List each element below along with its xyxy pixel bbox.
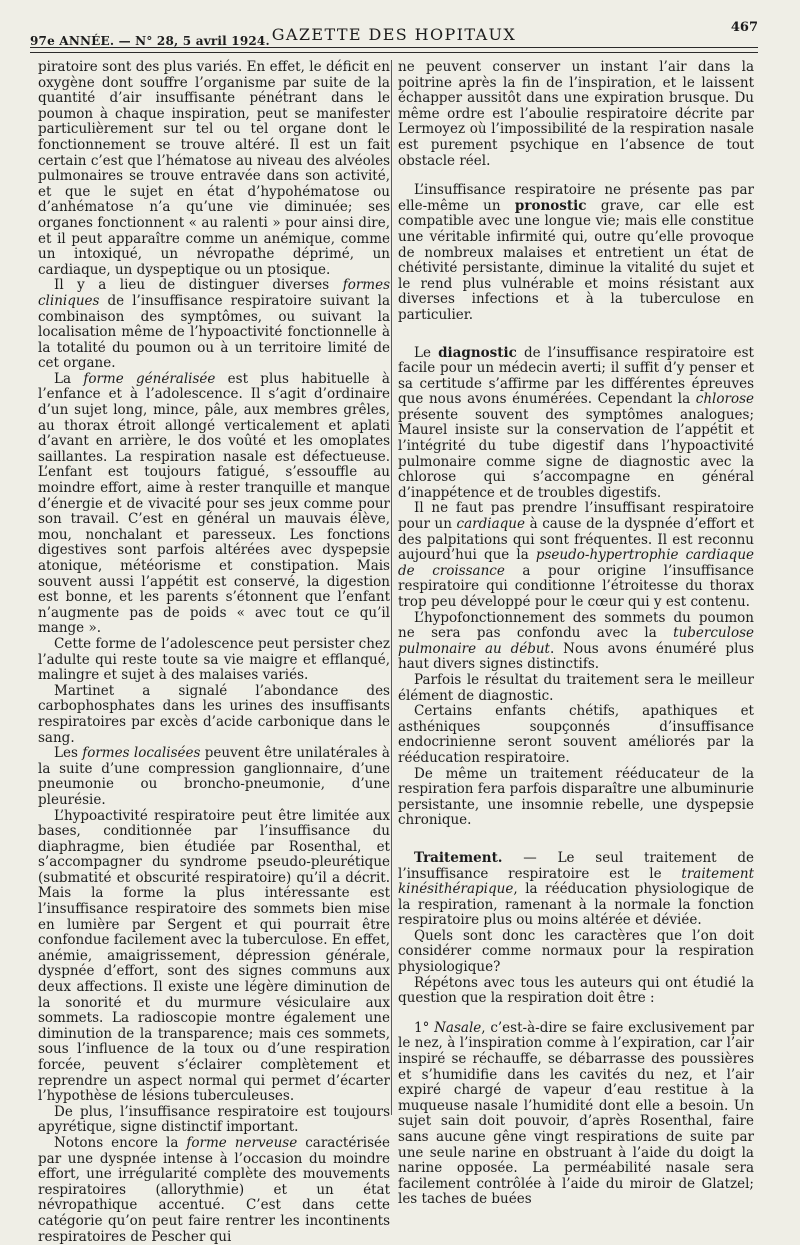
page-number: 467 (730, 20, 758, 35)
paragraph: L’hypoactivité respiratoire peut être limitée aux bases, conditionnée par l’insuffisance du diaphragme, bien étudiée par Rosenthal, et s’accompagner du syndrome pseudo-pleurétique (submatité et obscurité respiratoire) qu’il a décrit. Mais la forme la plus intéressante est l’insuffisance respiratoire des sommets bien mise en lumière par Sergent et qui pourrait être confondue facilement avec la tuberculose. En effet, anémie, amaigrissement, dépression générale, dyspnée d’effort, sont des signes communs aux deux affections. Il existe une légère diminution de la sonorité et du murmure vésiculaire aux sommets. La radioscopie montre également une diminution de la transparence; mais ces sommets, sous l’influence de la toux ou d’une respiration forcée, peuvent s’éclairer complètement et reprendre un aspect normal qui permet d’écarter l’hypothèse de lésions tuberculeuses. (38, 807, 390, 1105)
paragraph: 1° Nasale, c’est-à-dire se faire exclusivement par le nez, à l’inspiration comme à l’expiration, car l’air inspiré se réchauffe, se débarrasse des poussières et s’humidifie dans les cavités du nez, et l’air expiré chargé de vapeur d’eau restitue à la muqueuse nasale l’humidité dont elle a besoin. Un sujet sain doit pouvoir, d’après Rosenthal, faire sans aucune gêne vingt respirations de suite par une seule narine en obstruant à l’aide du doigt la narine opposée. La perméabilité nasale sera facilement contrôlée à l’aide du miroir de Glatzel; les taches de buées (398, 1019, 754, 1208)
issue-info: 97e ANNÉE. — N° 28, 5 avril 1924. (30, 34, 270, 48)
paragraph: Il ne faut pas prendre l’insuffisant respiratoire pour un cardiaque à cause de la dyspnée d’effort et des palpitations qui sont fréquentes. Il est reconnu aujourd’hui que la pseudo-hypertrophie cardiaque de croissance a pour origine l’insuffisance respiratoire qui conditionne l’étroitesse du thorax trop peu développé pour le cœur qui y est contenu. (398, 500, 755, 610)
left-column (38, 59, 391, 1245)
paragraph: Martinet a signalé l’abondance des carbophosphates dans les urines des insuffisants respiratoires par excès d’acide carbonique dans le sang. (38, 682, 390, 746)
paragraph: Parfois le résultat du traitement sera le meilleur élément de diagnostic. (398, 671, 754, 704)
journal-title: GAZETTE DES HOPITAUX (271, 25, 517, 44)
paragraph: Il y a lieu de distinguer diverses formes cliniques de l’insuffisance respiratoire suivant la combinaison des symptômes, ou suivant la localisation même de l’hypoactivité fonctionnelle à la totalité du poumon ou à un territoire limité de cet organe. (38, 277, 390, 372)
header-rule-thin (30, 52, 758, 53)
paragraph: La forme généralisée est plus habituelle à l’enfance et à l’adolescence. Il s’agit d’ordinaire d’un sujet long, mince, pâle, aux membres grêles, au thorax étroit allongé verticalement et aplati d’avant en arrière, le dos voûté et les omoplates saillantes. La respiration nasale est défectueuse. L’enfant est toujours fatigué, s’essouffle au moindre effort, aime à rester tranquille et manque d’énergie et de vivacité pour ses jeux comme pour son travail. C’est en général un mauvais élève, mou, nonchalant et paresseux. Les fonctions digestives sont parfois altérées avec dyspepsie atonique, météorisme et constipation. Mais souvent aussi l’appétit est conservé, la digestion est bonne, et les parents s’étonnent que l’enfant n’augmente pas de poids « avec tout ce qu’il mange ». (38, 370, 390, 637)
paragraph: Cette forme de l’adolescence peut persister chez l’adulte qui reste toute sa vie maigre et efflanqué, malingre et sujet à des malaises variés. (38, 635, 390, 684)
paragraph: Quels sont donc les caractères que l’on doit considérer comme normaux pour la respiration physiologique? (398, 927, 754, 976)
paragraph: De même un traitement rééducateur de la respiration fera parfois disparaître une albuminurie persistante, une insomnie rebelle, une dyspepsie chronique. (398, 765, 754, 829)
paragraph: L’hypofonctionnement des sommets du poumon ne sera pas confondu avec la tuberculose pulmonaire au début. Nous avons énuméré plus haut divers signes distinctifs. (398, 609, 755, 673)
paragraph: De plus, l’insuffisance respiratoire est toujours apyrétique, signe distinctif important. (38, 1103, 390, 1136)
paragraph: L’insuffisance respiratoire ne présente pas par elle-même un pronostic grave, car elle est compatible avec une longue vie; mais elle constitue une véritable infirmité qui, outre qu’elle provoque de nombreux malaises et entretient un état de chétivité persistante, diminue la vitalité du sujet et le rend plus vulnérable et moins résistant aux diverses infections et à la tuberculose en particulier. (398, 182, 754, 323)
paragraph: Les formes localisées peuvent être unilatérales à la suite d’une compression ganglionnaire, d’une pneumonie ou broncho-pneumonie, d’une pleurésie. (38, 745, 390, 808)
paragraph: piratoire sont des plus variés. En effet, le déficit en oxygène dont souffre l’organisme par suite de la quantité d’air insuffisante pénétrant dans le poumon à chaque inspiration, peut se manifester particulièrement sur tel ou tel organe dont le fonctionnement se trouve altéré. Il est un fait certain c’est que l’hématose au niveau des alvéoles pulmonaires se trouve entravée dans son activité, et que le sujet en état d’hypohématose ou d’anhématose n’a qu’une vie diminuée; ses organes fonctionnent « au ralenti » pour ainsi dire, et il peut apparaître comme un anémique, comme un intoxiqué, un névropathe déprimé, un cardiaque, un dyspeptique ou un ptosique. (38, 59, 390, 278)
paragraph: Notons encore la forme nerveuse caractérisée par une dyspnée intense à l’occasion du moindre effort, une irrégularité complète des mouvements respiratoires (allorythmie) et un état névropathique accentué. C’est dans cette catégorie qu’on peut faire rentrer les incontinents respiratoires de Pescher qui (38, 1134, 391, 1245)
right-column (398, 59, 755, 1208)
header-rule (30, 47, 758, 48)
paragraph: Traitement. — Le seul traitement de l’insuffisance respiratoire est le traitement kinésithérapique, la rééducation physiologique de la respiration, ramenant à la normale la fonction respiratoire plus ou moins altérée et déviée. (398, 849, 754, 929)
paragraph: Le diagnostic de l’insuffisance respiratoire est facile pour un médecin averti; il suffit d’y penser et sa certitude s’affirme par les différentes épreuves que nous avons énumérées. Cependant la chlorose présente souvent des symptômes analogues; Maurel insiste sur la conservation de l’appétit et l’intégrité du tube digestif dans l’hypoactivité pulmonaire comme signe de diagnostic avec la chlorose qui s’accompagne en général d’inappétence et de troubles digestifs. (398, 344, 754, 501)
paragraph: ne peuvent conserver un instant l’air dans la poitrine après la fin de l’inspiration, et le laissent échapper aussitôt dans une expiration brusque. Du même ordre est l’aboulie respiratoire décrite par Lermoyez où l’impossibilité de la respiration nasale est purement psychique en l’absence de tout obstacle réel. (398, 59, 754, 169)
paragraph: Répétons avec tous les auteurs qui ont étudié la question que la respiration doit être : (398, 974, 754, 1007)
column-divider (391, 60, 392, 1115)
paragraph: Certains enfants chétifs, apathiques et asthéniques soupçonnés d’insuffisance endocrinienne seront souvent améliorés par la rééducation respiratoire. (398, 703, 754, 766)
